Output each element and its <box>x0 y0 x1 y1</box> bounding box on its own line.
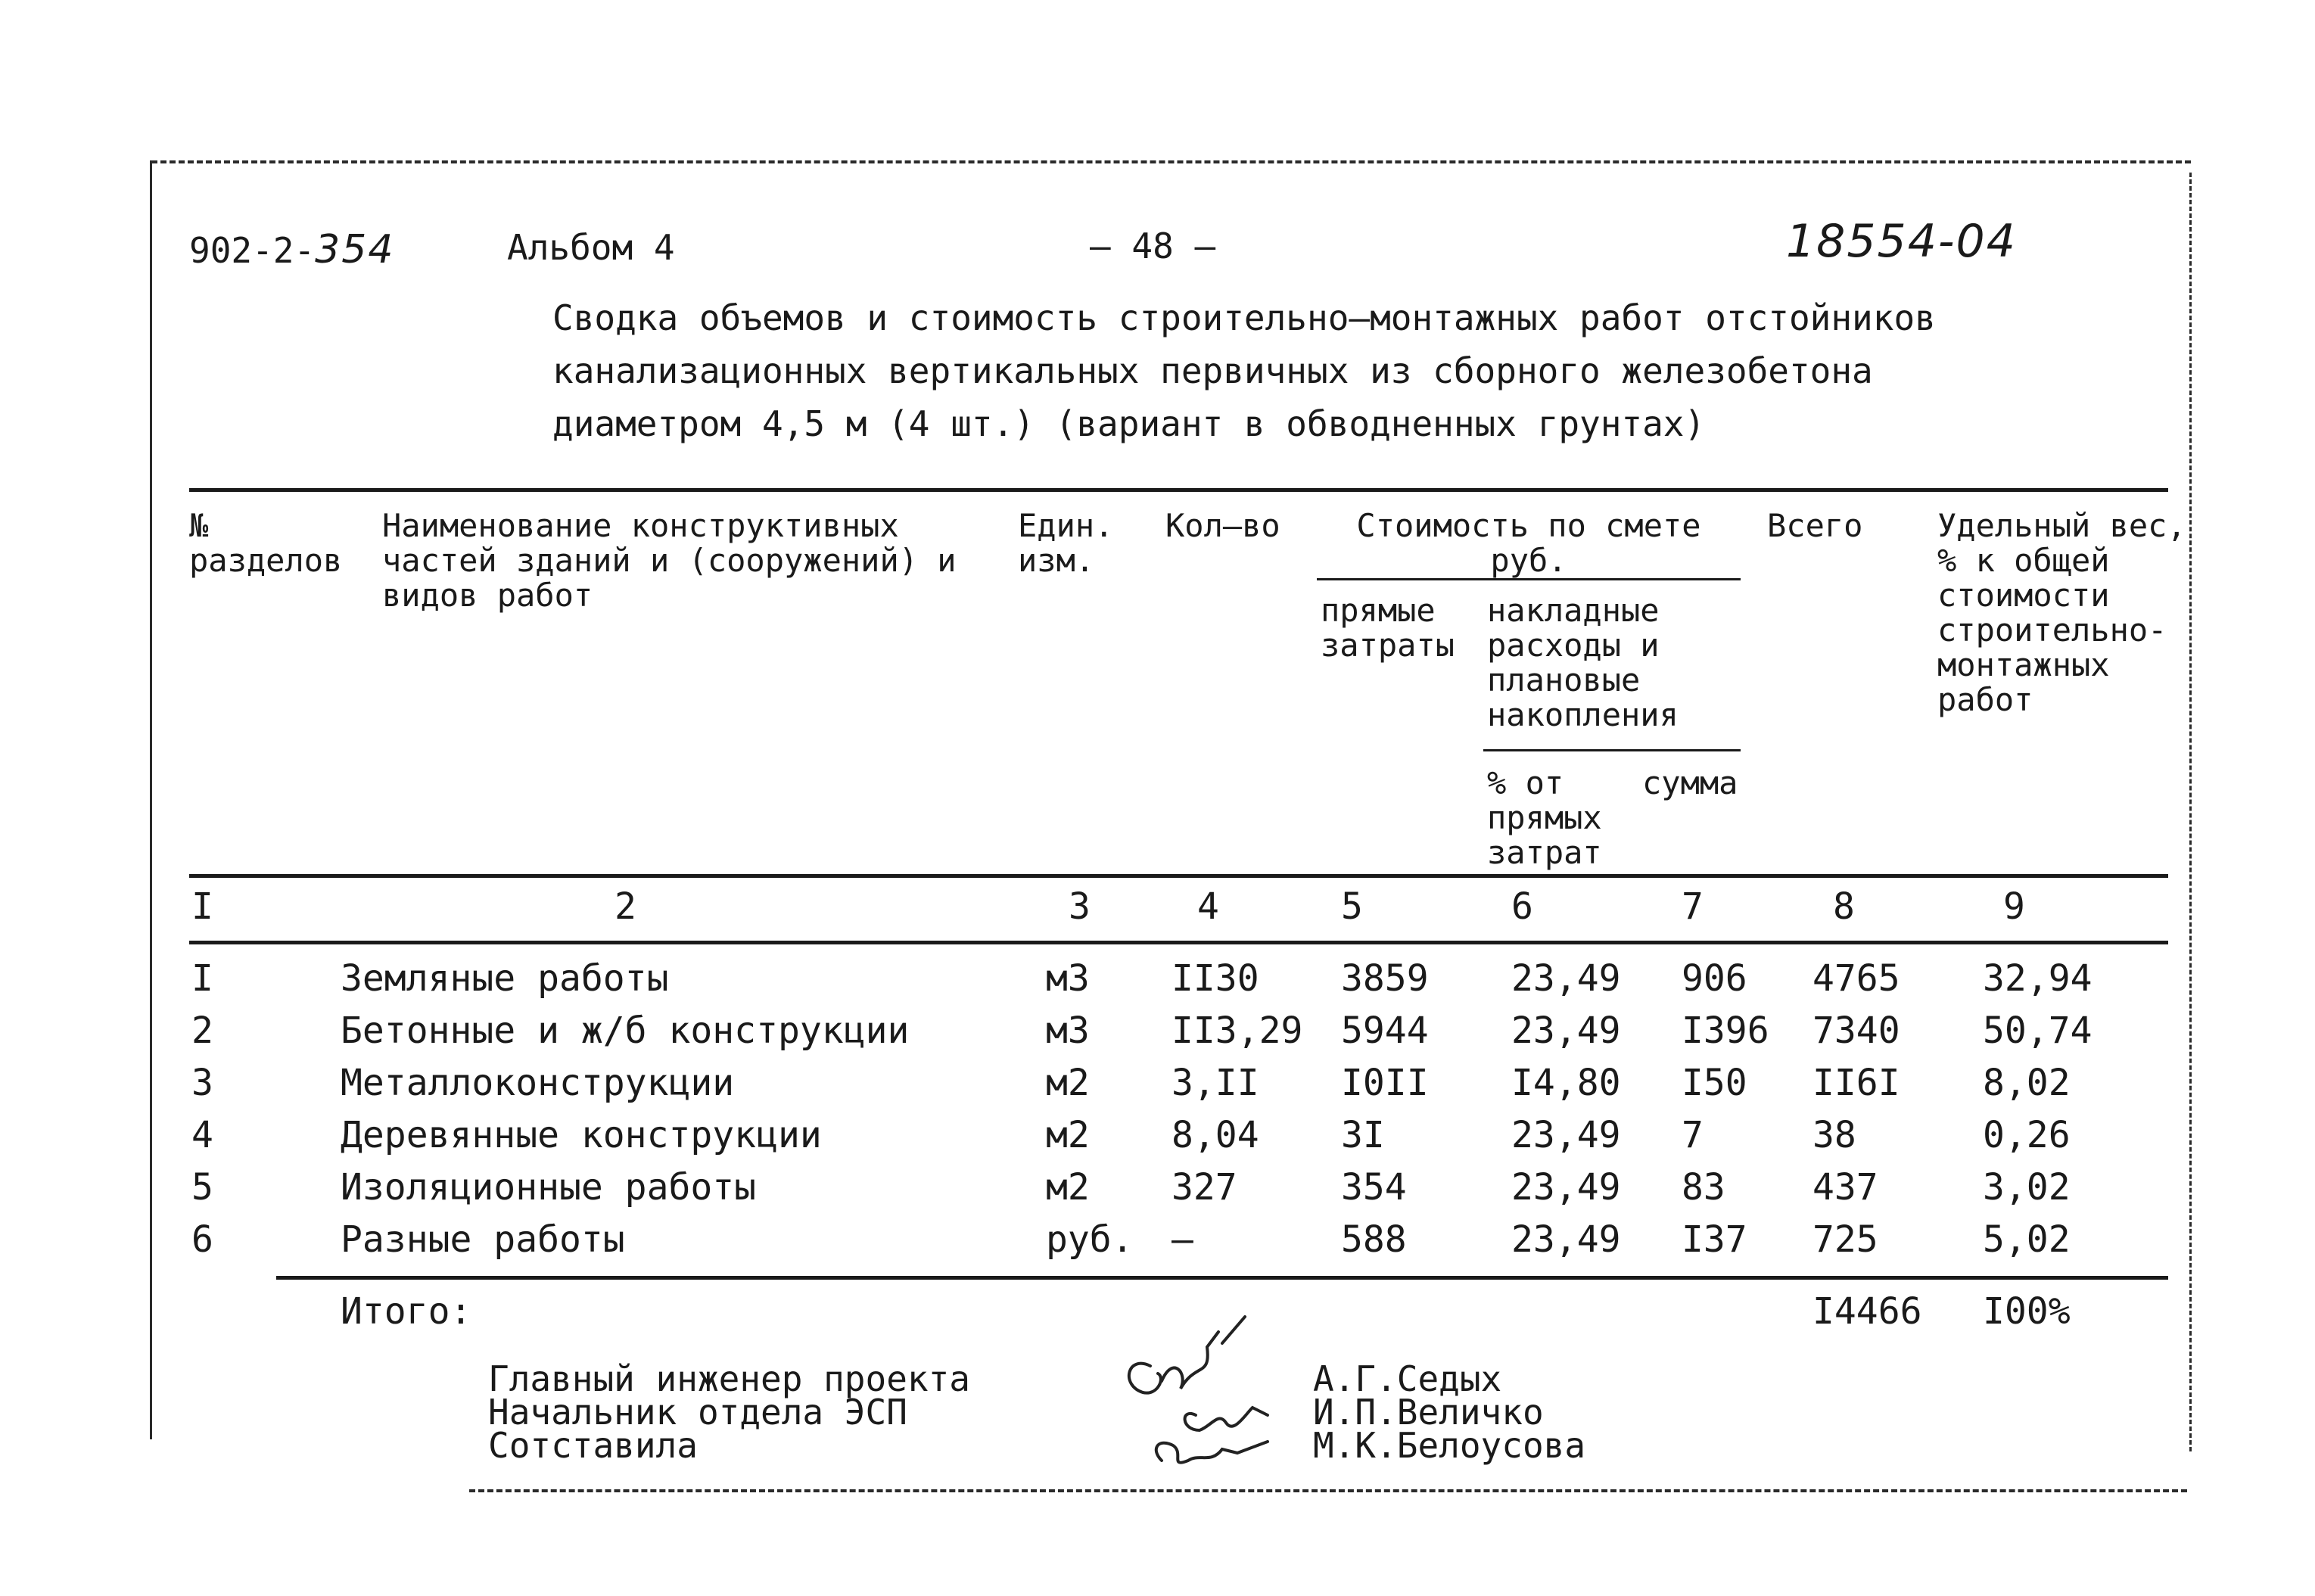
total-label: Итого: <box>341 1290 472 1333</box>
header-bottom-rule <box>189 874 2168 878</box>
column-number: I <box>191 885 213 928</box>
row-name: Разные работы <box>341 1218 625 1261</box>
row-quantity: 3,II <box>1172 1062 1259 1104</box>
row-total: 4765 <box>1812 957 1900 1000</box>
row-direct-costs: I0II <box>1341 1062 1429 1104</box>
title-line-1: Сводка объемов и стоимость строительно–монтажных работ отстойников <box>552 297 1936 338</box>
row-unit: м2 <box>1046 1114 1090 1156</box>
header-sum: сумма <box>1642 764 1738 801</box>
signature-role-department-head: Начальник отдела ЭСП <box>488 1392 907 1433</box>
title-line-2: канализационных вертикальных первичных из сборного железобетона <box>552 350 1873 391</box>
header-cost-rule <box>1317 578 1741 580</box>
row-sum: 7 <box>1682 1114 1704 1156</box>
column-number: 4 <box>1197 885 1219 928</box>
total-share: I00% <box>1983 1290 2071 1333</box>
column-number: 5 <box>1341 885 1363 928</box>
total-rule <box>276 1276 2168 1280</box>
register-number-handwritten: 18554-04 <box>1786 215 2017 268</box>
signature-scribble <box>1222 1317 1245 1343</box>
header-unit: Един. изм. <box>1018 507 1114 579</box>
page-number: – 48 – <box>1090 226 1216 266</box>
row-total: 7340 <box>1812 1010 1900 1052</box>
row-total: II6I <box>1812 1062 1900 1104</box>
column-number: 3 <box>1069 885 1091 928</box>
row-percent: 23,49 <box>1511 1218 1621 1261</box>
row-section-number: 5 <box>191 1166 213 1209</box>
row-total: 725 <box>1812 1218 1878 1261</box>
grand-total: I4466 <box>1812 1290 1922 1333</box>
signature-name-department-head: И.П.Величко <box>1313 1392 1544 1433</box>
handwritten-signatures-graphic <box>1105 1302 1317 1476</box>
row-section-number: 3 <box>191 1062 213 1104</box>
signature-role-chief-engineer: Главный инженер проекта <box>488 1358 970 1399</box>
row-direct-costs: 5944 <box>1341 1010 1429 1052</box>
signature-scribble <box>1156 1442 1268 1463</box>
column-number: 9 <box>2003 885 2025 928</box>
row-percent: I4,80 <box>1511 1062 1621 1104</box>
document-number <box>189 227 394 272</box>
header-section-number: № разделов <box>189 507 343 579</box>
signature-name-compiler: М.К.Белоусова <box>1313 1425 1586 1466</box>
row-quantity: II3,29 <box>1172 1010 1303 1052</box>
row-share: 5,02 <box>1983 1218 2071 1261</box>
signature-name-chief-engineer: А.Г.Седых <box>1313 1358 1502 1399</box>
header-share: Удельный вес, % к общей стоимости строительно-монтажных работ <box>1937 507 2186 718</box>
page-border-right <box>2189 173 2192 1451</box>
signature-scribble <box>1185 1408 1268 1430</box>
row-direct-costs: 3859 <box>1341 957 1429 1000</box>
signature-scribble <box>1129 1364 1161 1393</box>
row-sum: 906 <box>1682 957 1747 1000</box>
column-number: 7 <box>1682 885 1704 928</box>
row-quantity: – <box>1172 1218 1193 1261</box>
row-sum: I50 <box>1682 1062 1747 1104</box>
row-direct-costs: 3I <box>1341 1114 1385 1156</box>
row-unit: м2 <box>1046 1166 1090 1209</box>
row-share: 0,26 <box>1983 1114 2071 1156</box>
table-top-rule <box>189 488 2168 492</box>
row-section-number: 6 <box>191 1218 213 1261</box>
album-label: Альбом 4 <box>507 227 675 268</box>
row-quantity: 8,04 <box>1172 1114 1259 1156</box>
header-cost-group: Стоимость по смете руб. <box>1356 507 1701 579</box>
row-percent: 23,49 <box>1511 957 1621 1000</box>
signature-role-compiler: Сотставила <box>488 1425 698 1466</box>
row-total: 437 <box>1812 1166 1878 1209</box>
row-direct-costs: 588 <box>1341 1218 1407 1261</box>
header-quantity: Кол–во <box>1165 507 1280 544</box>
row-name: Бетонные и ж/б конструкции <box>341 1010 910 1052</box>
row-sum: I37 <box>1682 1218 1747 1261</box>
row-sum: 83 <box>1682 1166 1725 1209</box>
row-unit: м3 <box>1046 957 1090 1000</box>
column-number: 2 <box>615 885 636 928</box>
row-percent: 23,49 <box>1511 1010 1621 1052</box>
row-share: 8,02 <box>1983 1062 2071 1104</box>
row-name: Деревянные конструкции <box>341 1114 822 1156</box>
column-number: 8 <box>1833 885 1855 928</box>
header-direct-costs: прямые затраты <box>1321 592 1455 664</box>
row-name: Земляные работы <box>341 957 669 1000</box>
row-share: 3,02 <box>1983 1166 2071 1209</box>
row-name: Металлоконструкции <box>341 1062 735 1104</box>
row-quantity: 327 <box>1172 1166 1237 1209</box>
title-line-3: диаметром 4,5 м (4 шт.) (вариант в обводненных грунтах) <box>552 403 1706 444</box>
row-unit: м2 <box>1046 1062 1090 1104</box>
page-border-top <box>151 160 2191 163</box>
row-total: 38 <box>1812 1114 1856 1156</box>
header-overhead-rule <box>1483 749 1741 751</box>
row-name: Изоляционные работы <box>341 1166 757 1209</box>
header-name: Наименование конструктивных частей зданий и (сооружений) и видов работ <box>382 507 957 614</box>
column-numbers-rule <box>189 941 2168 944</box>
column-number: 6 <box>1511 885 1533 928</box>
row-share: 32,94 <box>1983 957 2093 1000</box>
row-section-number: 4 <box>191 1114 213 1156</box>
document-number-handwritten: 354 <box>315 227 395 272</box>
row-quantity: II30 <box>1172 957 1259 1000</box>
row-section-number: I <box>191 957 213 1000</box>
row-section-number: 2 <box>191 1010 213 1052</box>
header-overhead-group: накладные расходы и плановые накопления <box>1487 592 1679 733</box>
signature-scribble <box>1162 1332 1218 1389</box>
row-percent: 23,49 <box>1511 1166 1621 1209</box>
page-border-bottom <box>469 1489 2187 1492</box>
row-sum: I396 <box>1682 1010 1769 1052</box>
row-unit: м3 <box>1046 1010 1090 1052</box>
page-border-left <box>150 160 152 1439</box>
document-number-printed: 902-2- <box>189 230 316 271</box>
row-direct-costs: 354 <box>1341 1166 1407 1209</box>
row-unit: руб. <box>1046 1218 1134 1261</box>
header-percent-direct: % от прямых затрат <box>1487 764 1602 871</box>
header-total: Всего <box>1767 507 1863 544</box>
row-percent: 23,49 <box>1511 1114 1621 1156</box>
row-share: 50,74 <box>1983 1010 2093 1052</box>
